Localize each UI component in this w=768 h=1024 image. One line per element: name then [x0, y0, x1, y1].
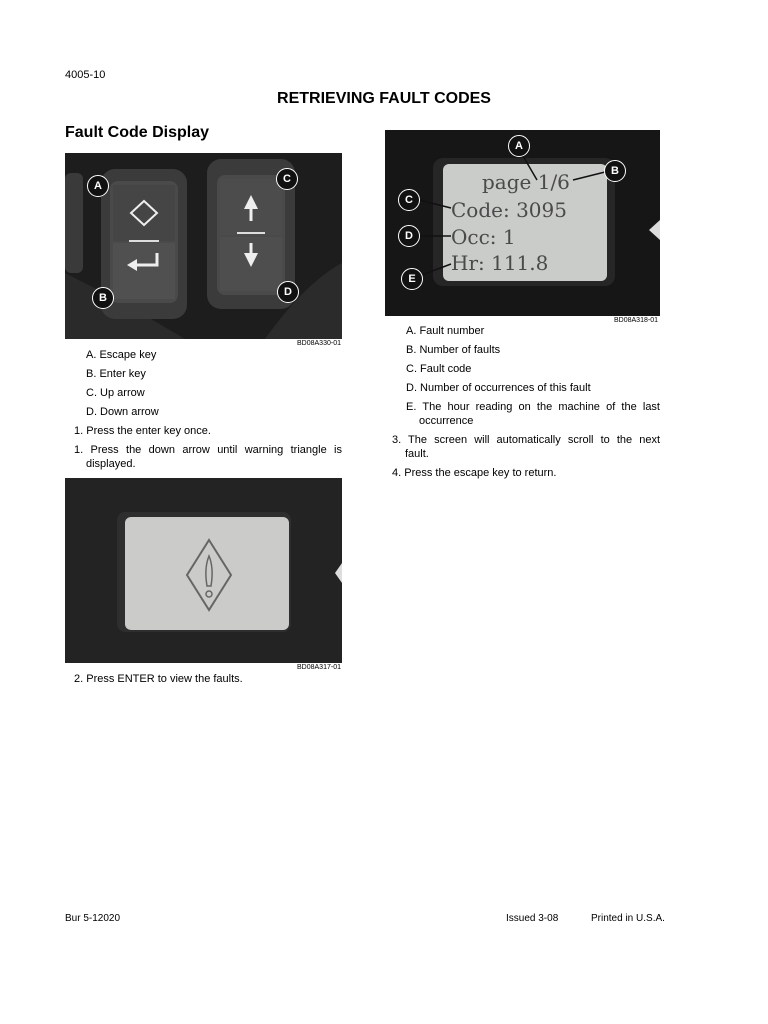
step-3-line2: fault.	[405, 448, 429, 460]
lcd-callout-b: B	[604, 160, 626, 182]
legend-hour-reading-line1: E. The hour reading on the machine of the last	[406, 401, 660, 413]
figure1-code: BD08A330-01	[297, 340, 341, 347]
step-1b-line1: 1. Press the down arrow until warning triangle is	[74, 444, 342, 456]
page-id: 4005-10	[65, 69, 106, 81]
page-title: RETRIEVING FAULT CODES	[277, 90, 491, 107]
lcd-occ-line: Occ: 1	[451, 225, 516, 249]
lcd-callout-a: A	[508, 135, 530, 157]
step-2: 2. Press ENTER to view the faults.	[74, 673, 243, 685]
legend-escape-key: A. Escape key	[86, 349, 157, 361]
lcd-code-line: Code: 3095	[451, 198, 567, 222]
step-3-line1: 3. The screen will automatically scroll to the next	[392, 434, 660, 446]
callout-d: D	[277, 281, 299, 303]
footer-bur-number: Bur 5-12020	[65, 913, 121, 924]
section-heading: Fault Code Display	[65, 124, 210, 141]
warning-screen-illustration	[65, 478, 342, 663]
legend-fault-number: A. Fault number	[406, 325, 485, 337]
legend-down-arrow: D. Down arrow	[86, 406, 159, 418]
legend-number-of-faults: B. Number of faults	[406, 344, 501, 356]
legend-hour-reading-line2: occurrence	[419, 415, 474, 427]
figure3-code: BD08A318-01	[614, 317, 658, 324]
step-4: 4. Press the escape key to return.	[392, 467, 557, 479]
lcd-hr-line: Hr: 111.8	[451, 251, 549, 275]
legend-up-arrow: C. Up arrow	[86, 387, 145, 399]
footer-printed: Printed in U.S.A.	[591, 913, 665, 924]
legend-occurrences: D. Number of occurrences of this fault	[406, 382, 591, 394]
legend-fault-code: C. Fault code	[406, 363, 472, 375]
callout-c: C	[276, 168, 298, 190]
lcd-page-line: page 1/6	[482, 170, 570, 194]
step-1a: 1. Press the enter key once.	[74, 425, 211, 437]
step-1b-line2: displayed.	[86, 458, 136, 470]
keypad-photo	[65, 153, 342, 339]
callout-b: B	[92, 287, 114, 309]
footer-issued: Issued 3-08	[506, 913, 559, 924]
lcd-callout-c: C	[398, 189, 420, 211]
warning-screen-photo	[65, 478, 342, 663]
legend-enter-key: B. Enter key	[86, 368, 146, 380]
lcd-callout-d: D	[398, 225, 420, 247]
figure2-code: BD08A317-01	[297, 664, 341, 671]
callout-a: A	[87, 175, 109, 197]
lcd-callout-e: E	[401, 268, 423, 290]
lcd-leader-lines	[385, 130, 660, 316]
fault-lcd-photo	[385, 130, 660, 316]
